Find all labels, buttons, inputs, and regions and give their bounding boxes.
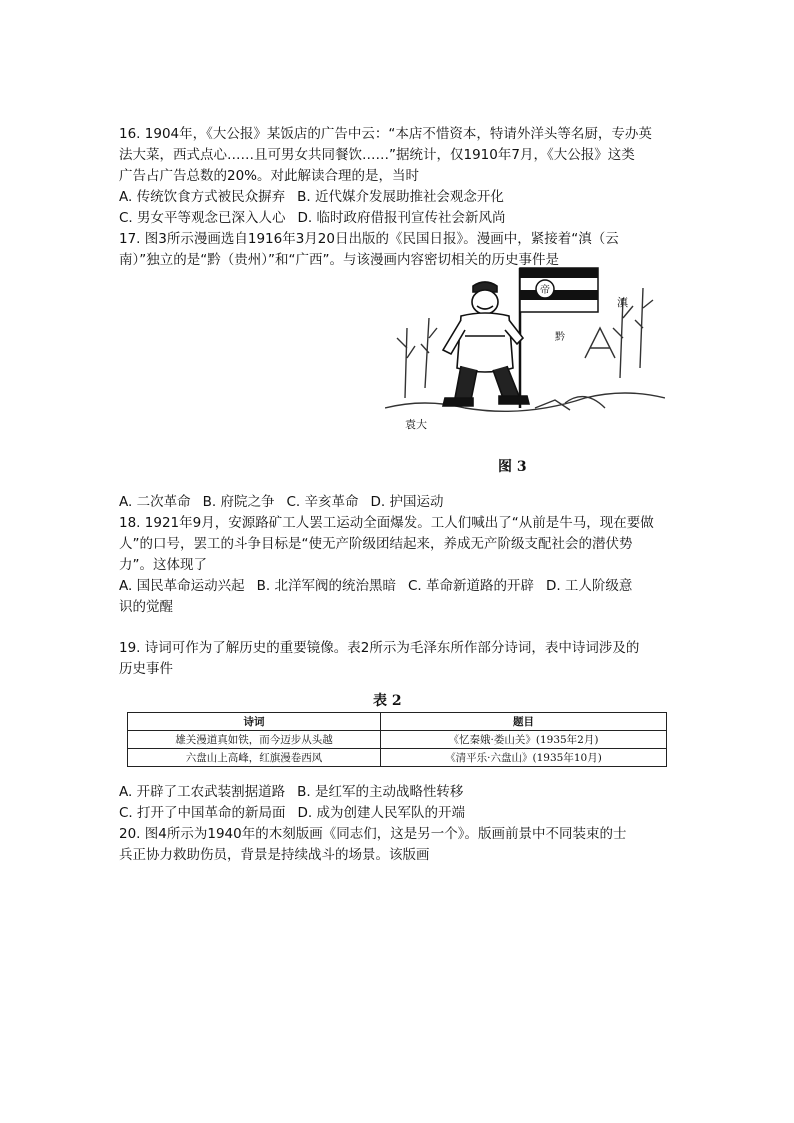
q18-option-c: C. 革命新道路的开辟: [407, 578, 534, 594]
q19-option-d: D. 成为创建人民军队的开端: [297, 805, 465, 821]
q16-line-3: 广告占广告总数的20%。对此解读合理的是，当时: [119, 168, 420, 184]
q19-line-2: 历史事件: [119, 661, 173, 677]
q16-option-c: C. 男女平等观念已深入人心: [119, 210, 286, 226]
q19-option-b: B. 是红军的主动战略性转移: [297, 784, 464, 800]
figure-3-caption: 图 3: [498, 459, 527, 475]
table-header-row: [128, 713, 667, 731]
q16-option-b: B. 近代媒介发展助推社会观念开化: [297, 189, 504, 205]
q19-option-a: A. 开辟了工农武装割据道路: [119, 784, 286, 800]
q17-option-d: D. 护国运动: [370, 494, 444, 510]
cartoon-label-right: 滇: [617, 296, 628, 309]
q18-line-1: 18. 1921年9月，安源路矿工人罢工运动全面爆发。工人们喊出了“从前是牛马，现在要做: [119, 515, 654, 531]
table-row: [128, 749, 667, 767]
q16-option-d: D. 临时政府借报刊宣传社会新风尚: [297, 210, 506, 226]
q19-options-row-2: [119, 803, 679, 824]
q16-line-2: 法大菜，西式点心……且可男女共同餐饮……”据统计，仅1910年7月，《大公报》这类: [119, 147, 635, 163]
q16-option-a: A. 传统饮食方式被民众摒弃: [119, 189, 286, 205]
table-cell-poem: 六盘山上高峰，红旗漫卷西风: [128, 749, 381, 767]
q16-options-row-2: [119, 208, 679, 229]
q18-line-3: 力”。这体现了: [119, 557, 207, 573]
q19-options-row-1: [119, 782, 679, 803]
table-cell-poem: 雄关漫道真如铁，而今迈步从头越: [128, 731, 381, 749]
poem-table: [127, 712, 667, 767]
q17-option-c: C. 辛亥革命: [286, 494, 359, 510]
q18-line-2: 人”的口号，罢工的斗争目标是“使无产阶级团结起来，养成无产阶级支配社会的潜伏势: [119, 536, 633, 552]
q20-line-2: 兵正协力救助伤员，背景是持续战斗的场景。该版画: [119, 847, 430, 863]
q17-line-2: 南）”独立的是“黔（贵州）”和“广西”。与该漫画内容密切相关的历史事件是: [119, 252, 559, 268]
table-cell-title: 《清平乐·六盘山》(1935年10月): [381, 749, 667, 767]
q16-line-1: 16. 1904年，《大公报》某饭店的广告中云：“本店不惜资本，特请外洋头等名厨，专办英: [119, 126, 652, 142]
table-2-title: 表 2: [373, 693, 402, 709]
table-header-title: 题目: [381, 713, 667, 731]
cartoon-label-left: 袁大: [405, 418, 427, 431]
cartoon-figure-3: [385, 258, 665, 476]
table-row: [128, 731, 667, 749]
q18-options: [119, 576, 679, 597]
q18-option-d: D. 工人阶级意: [545, 578, 633, 594]
table-cell-title: 《忆秦娥·娄山关》(1935年2月): [381, 731, 667, 749]
q17-option-a: A. 二次革命: [119, 494, 191, 510]
q19-line-1: 19. 诗词可作为了解历史的重要镜像。表2所示为毛泽东所作部分诗词，表中诗词涉及的: [119, 640, 640, 656]
q17-option-b: B. 府院之争: [202, 494, 275, 510]
q17-line-1: 17. 图3所示漫画选自1916年3月20日出版的《民国日报》。漫画中，紧接着“滇（云: [119, 231, 619, 247]
q18-option-a: A. 国民革命运动兴起: [119, 578, 245, 594]
cartoon-label-mid: 黔: [555, 332, 565, 343]
q16-options-row-1: [119, 187, 679, 208]
q17-options: [119, 492, 679, 513]
flag-text: 帝: [540, 285, 550, 296]
table-header-poem: 诗词: [128, 713, 381, 731]
q18-option-d-continued: 识的觉醒: [119, 599, 173, 615]
q19-option-c: C. 打开了中国革命的新局面: [119, 805, 286, 821]
cartoon-drawing: [385, 258, 665, 458]
q20-line-1: 20. 图4所示为1940年的木刻版画《同志们，这是另一个》。版画前景中不同装束的士: [119, 826, 627, 842]
q18-option-b: B. 北洋军阀的统治黑暗: [256, 578, 396, 594]
